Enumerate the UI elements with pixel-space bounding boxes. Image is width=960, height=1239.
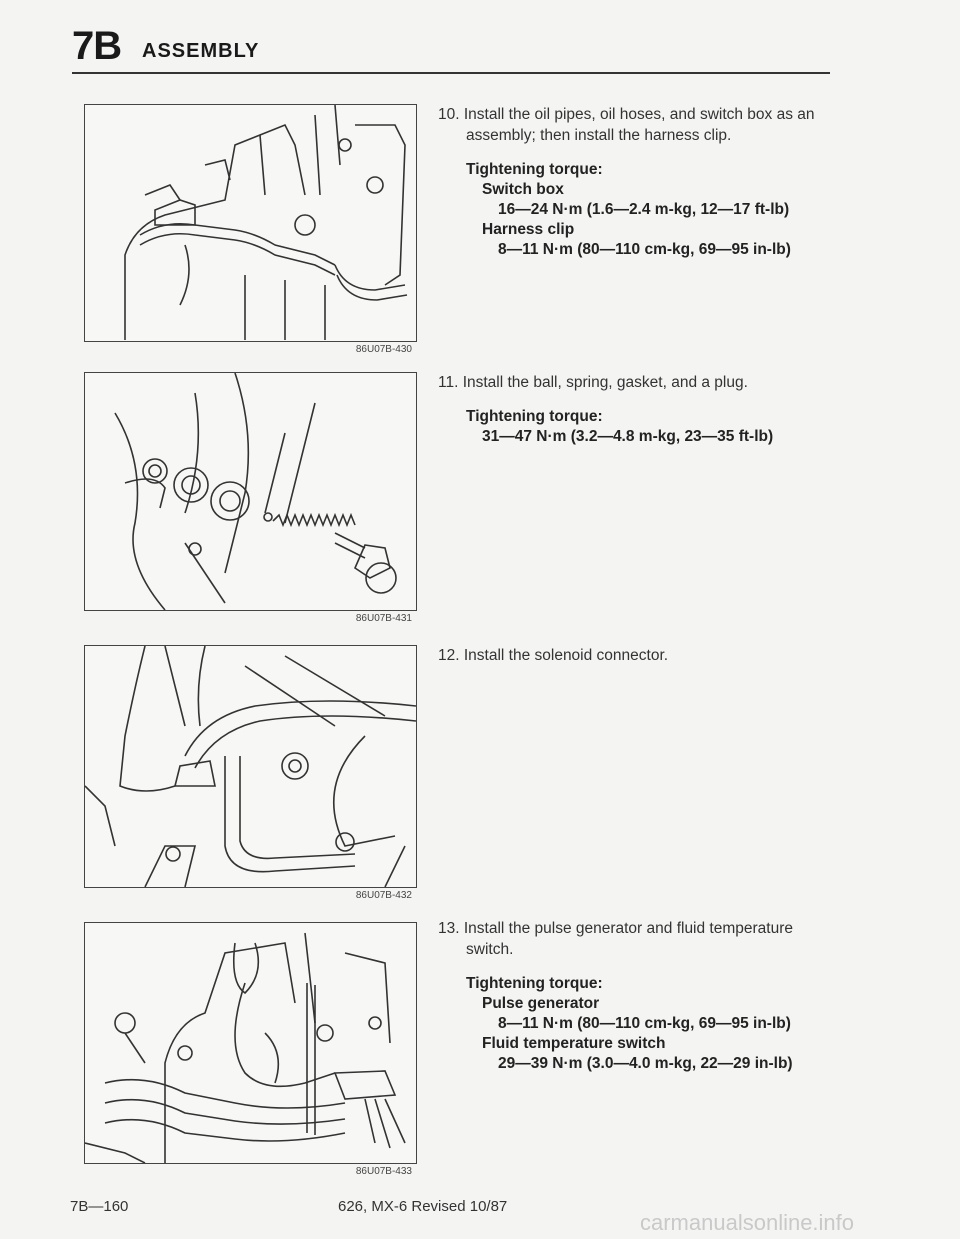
figure-id: 86U07B-431 [355,613,412,624]
torque-label: Tightening torque: [466,975,603,992]
figure-solenoid-connector [84,645,417,888]
page-header [72,18,832,74]
torque-item-name: Harness clip [482,221,575,238]
torque-item-name: Switch box [482,181,564,198]
step-13 [438,918,838,1074]
watermark: carmanualsonline.info [640,1210,855,1235]
torque-item-value: 29—39 N·m (3.0—4.0 m-kg, 22—29 in-lb) [498,1055,793,1072]
solenoid-connector-illustration [85,646,416,887]
figure-id: 86U07B-430 [355,344,412,355]
torque-spec [438,407,838,447]
figure-id: 86U07B-432 [355,890,412,901]
section-number: 7B [72,24,122,68]
torque-spec [438,160,838,260]
figure-oil-pipes-switch-box [84,104,417,342]
torque-value: 31—47 N·m (3.2—4.8 m-kg, 23—35 ft-lb) [482,428,774,445]
step-10 [438,104,838,260]
step-text: 12. Install the solenoid connector. [438,647,669,664]
figure-ball-spring-plug [84,372,417,611]
pulse-generator-illustration [85,923,416,1163]
torque-item-value: 16—24 N·m (1.6—2.4 m-kg, 12—17 ft-lb) [498,201,790,218]
figure-id: 86U07B-433 [355,1166,412,1177]
header-rule [72,72,830,74]
step-11 [438,372,838,447]
torque-label: Tightening torque: [466,161,603,178]
torque-label: Tightening torque: [466,408,603,425]
torque-item-name: Fluid temperature switch [482,1035,666,1052]
figure-pulse-generator-fluid-temp-switch [84,922,417,1164]
step-text: 11. Install the ball, spring, gasket, and a plug. [438,374,748,391]
page-number: 7B—160 [70,1198,129,1215]
torque-item-value: 8—11 N·m (80—110 cm-kg, 69—95 in-lb) [498,241,791,258]
step-text: 10. Install the oil pipes, oil hoses, and switch box as an assembly; then install the harness clip. [438,106,815,144]
section-title: ASSEMBLY [142,40,260,62]
oil-pipes-illustration [85,105,416,341]
model-revision: 626, MX-6 Revised 10/87 [338,1198,508,1215]
torque-item-value: 8—11 N·m (80—110 cm-kg, 69—95 in-lb) [498,1015,791,1032]
step-text: 13. Install the pulse generator and fluid temperature switch. [438,920,794,958]
torque-spec [438,974,838,1074]
torque-item-name: Pulse generator [482,995,600,1012]
ball-spring-plug-illustration [85,373,416,610]
step-12 [438,645,838,666]
